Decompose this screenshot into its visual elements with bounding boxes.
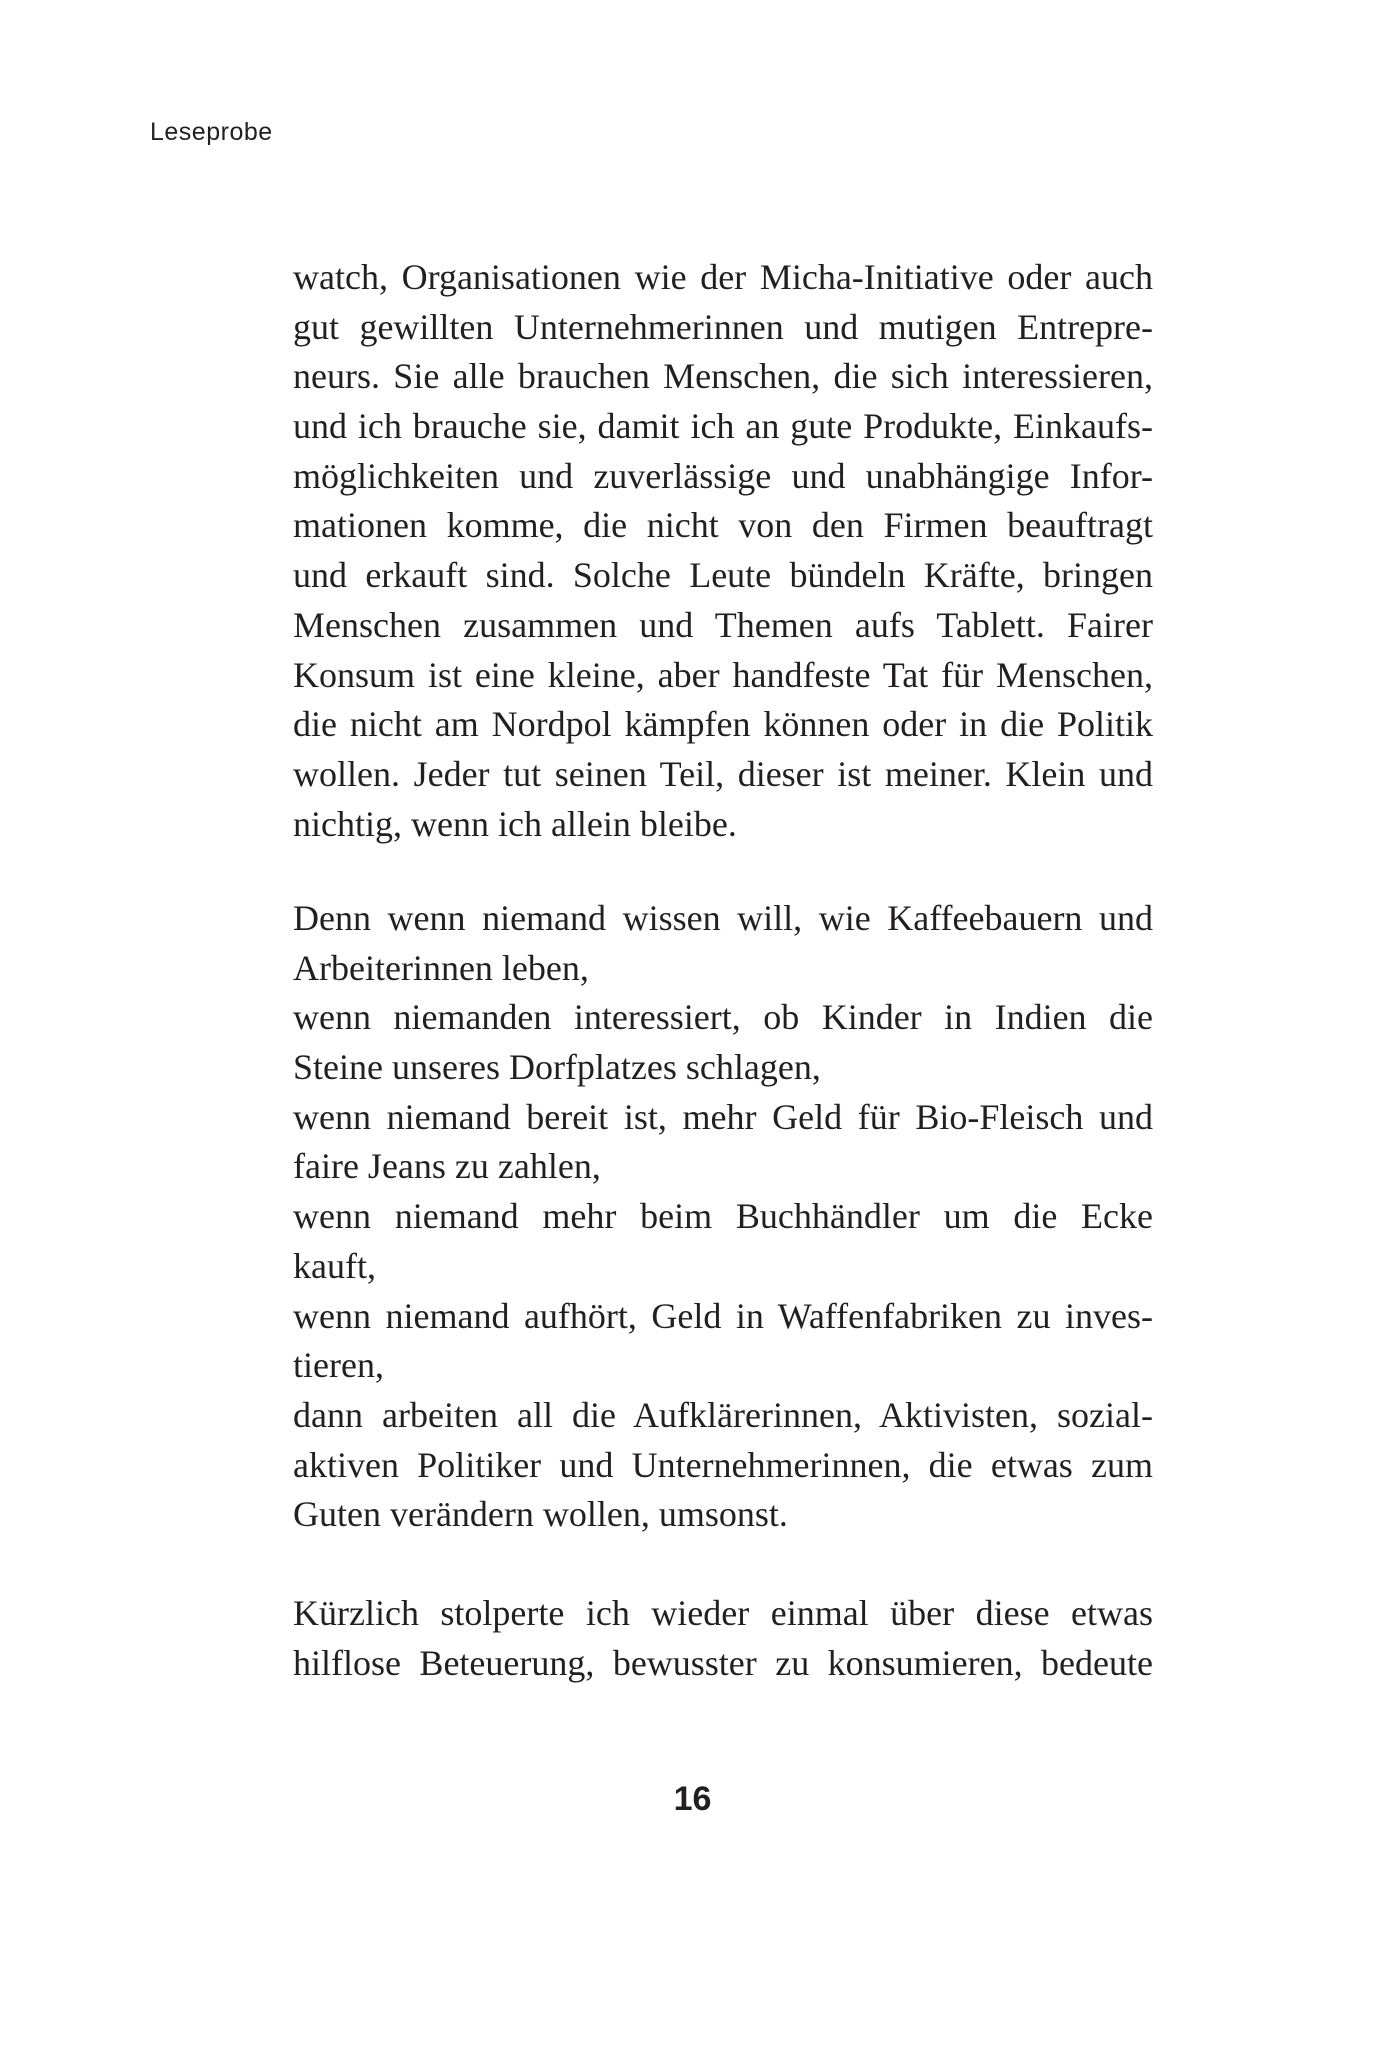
text-line: möglichkeiten und zuverlässige und unabhängige Infor- xyxy=(293,455,1153,496)
text-line: dann arbeiten all die Aufklärerinnen, Aktivisten, sozial- xyxy=(293,1394,1153,1435)
paragraph-2 xyxy=(293,894,1153,1540)
text-line: wollen. Jeder tut seinen Teil, dieser ist meiner. Klein und xyxy=(293,753,1153,794)
text-line: wenn niemand mehr beim Buchhändler um die Ecke xyxy=(293,1196,1153,1237)
page-number: 16 xyxy=(673,1780,712,1818)
text-line: wenn niemand aufhört, Geld in Waffenfabriken zu inves- xyxy=(293,1295,1153,1336)
text-line: Arbeiterinnen leben, xyxy=(293,947,589,988)
text-line: Konsum ist eine kleine, aber handfeste Tat für Menschen, xyxy=(293,654,1153,695)
paragraph-3 xyxy=(293,1589,1153,1688)
text-line: die nicht am Nordpol kämpfen können oder in die Politik xyxy=(293,704,1153,745)
text-line: tieren, xyxy=(293,1345,384,1386)
text-line: wenn niemanden interessiert, ob Kinder in Indien die xyxy=(293,997,1153,1038)
text-line: gut gewillten Unternehmerinnen und mutigen Entrepre- xyxy=(293,306,1153,347)
text-line: wenn niemand bereit ist, mehr Geld für Bio-Fleisch und xyxy=(293,1096,1153,1137)
text-line: Kürzlich stolperte ich wieder einmal über diese etwas xyxy=(293,1593,1153,1633)
text-line: Denn wenn niemand wissen will, wie Kaffeebauern und xyxy=(293,898,1153,938)
text-line: aktiven Politiker und Unternehmerinnen, die etwas zum xyxy=(293,1444,1153,1485)
text-line: kauft, xyxy=(293,1245,376,1286)
running-header: Leseprobe xyxy=(150,118,273,146)
text-line: und erkauft sind. Solche Leute bündeln Kräfte, bringen xyxy=(293,555,1153,596)
text-line: Guten verändern wollen, umsonst. xyxy=(293,1494,788,1535)
paragraph-1 xyxy=(293,253,1153,849)
text-line: mationen komme, die nicht von den Firmen beauftragt xyxy=(293,505,1153,546)
text-line: neurs. Sie alle brauchen Menschen, die sich interessieren, xyxy=(293,356,1153,397)
text-line: watch, Organisationen wie der Micha-Initiative oder auch xyxy=(293,257,1153,297)
text-line: Menschen zusammen und Themen aufs Tablett. Fairer xyxy=(293,604,1153,645)
text-line: faire Jeans zu zahlen, xyxy=(293,1146,601,1187)
text-line: und ich brauche sie, damit ich an gute Produkte, Einkaufs- xyxy=(293,406,1153,447)
text-line: Steine unseres Dorfplatzes schlagen, xyxy=(293,1047,821,1088)
text-line: nichtig, wenn ich allein bleibe. xyxy=(293,803,737,844)
text-line: hilflose Beteuerung, bewusster zu konsumieren, bedeute xyxy=(293,1642,1153,1683)
